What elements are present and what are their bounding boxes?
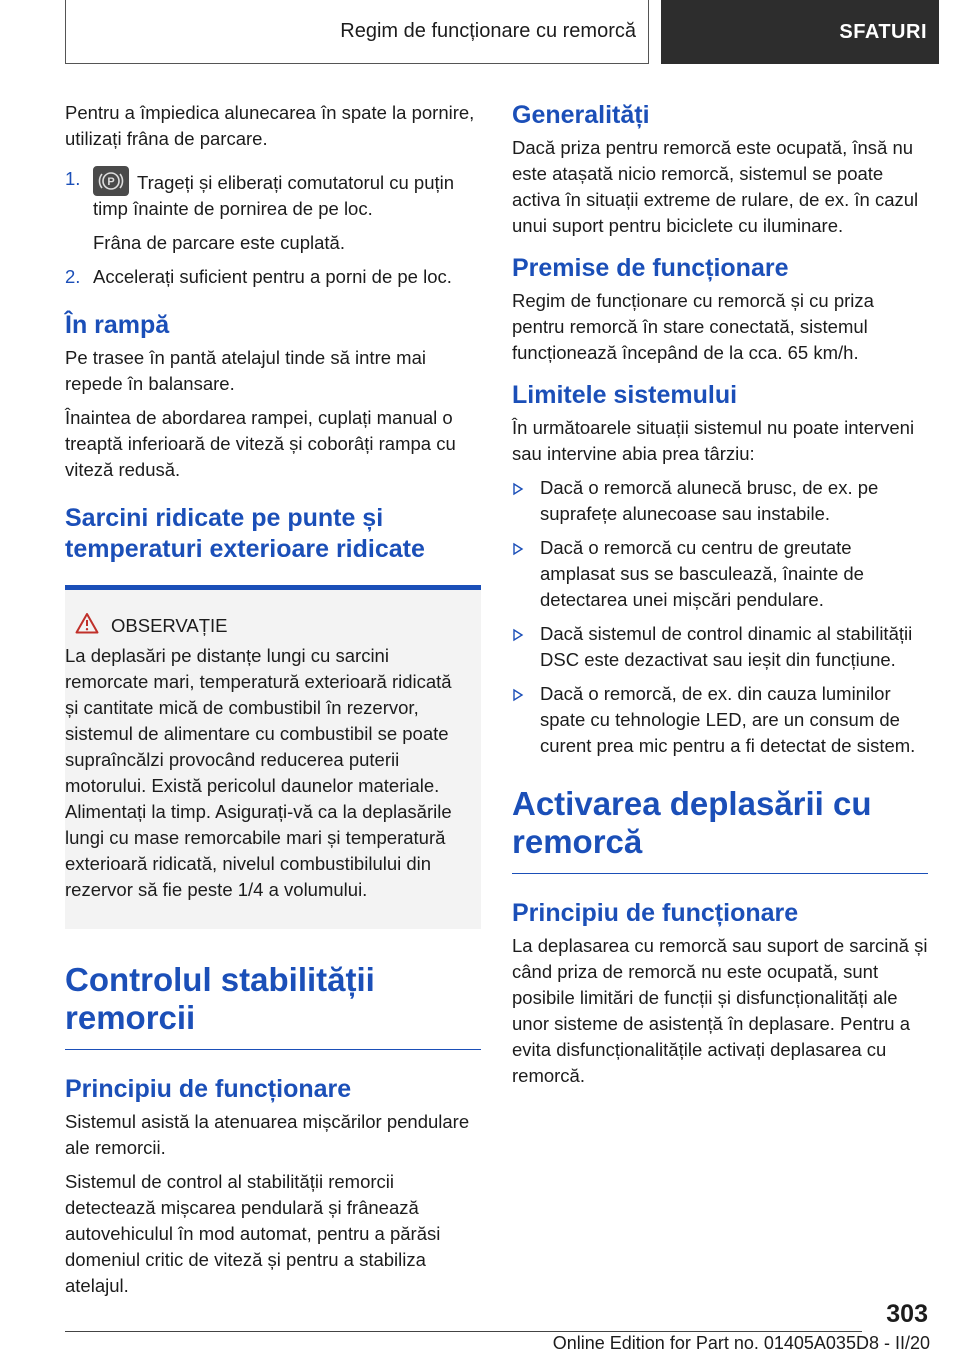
ramp-text-1: Pe trasee în pantă atelajul tinde să intre mai repede în balansare.: [65, 347, 426, 394]
premises-text: Regim de funcționare cu remorcă și cu priza pentru remorcă în stare conectată, sistemul funcționează începând de la cca. 65 km/h.: [512, 290, 874, 363]
footer-divider: [65, 1331, 862, 1332]
ramp-heading: În rampă: [65, 311, 170, 339]
warning-box: [65, 585, 481, 929]
limits-list: [512, 475, 928, 759]
warning-triangle-icon: [75, 612, 99, 639]
triangle-right-icon: [512, 621, 540, 673]
header-chapter-box: [661, 0, 939, 64]
step-1-result: Frâna de parcare este cuplată.: [93, 232, 345, 253]
parking-brake-icon: [93, 166, 129, 196]
loads-heading: Sarcini ridicate pe punte și temperaturi exterioare ridicate: [65, 504, 425, 563]
general-heading: Generalități: [512, 101, 650, 129]
list-item: Dacă o remorcă, de ex. din cauza luminilor spate cu tehnologie LED, are un consum de curent prea mic pentru a fi detectat de sistem.: [512, 681, 928, 759]
intro-text: Pentru a împiedica alunecarea în spate la pornire, utilizați frâna de parcare.: [65, 102, 475, 149]
general-text: Dacă priza pentru remorcă este ocupată, însă nu este atașată nicio remorcă, sistemul se poate activa în situații extreme de rulare, de ex. în cazul unui suport pentru biciclete cu iluminare.: [512, 137, 919, 236]
principle-text-2: Sistemul de control al stabilității remorcii detectează mișcarea pendulară și frânează autovehiculul în mod automat, pentru a părăsi domeniul critic de viteză și pentru a stabiliza atelajul.: [65, 1171, 441, 1296]
step-1-text: Trageți și eliberați comutatorul cu puțin timp înainte de pornirea de pe loc.: [93, 172, 455, 219]
footer-edition: Online Edition for Part no. 01405A035D8 - II/20: [552, 1333, 930, 1353]
step-2-text: Accelerați suficient pentru a porni de pe loc.: [93, 266, 452, 287]
list-item: Dacă o remorcă cu centru de greutate amplasat sus se basculează, înainte de detectarea unei mișcări pendulare.: [512, 535, 928, 613]
activation-principle-text: La deplasarea cu remorcă sau suport de sarcină și când priza de remorcă nu este ocupată, sunt posibile limitări de funcții și disfuncționalități ale unor sisteme de asistență în deplasare. Pentru a evita disfuncționalitățile activați deplasarea cu remorcă.: [512, 935, 928, 1086]
warning-text-1: La deplasări pe distanțe lungi cu sarcini remorcate mari, temperatură exterioară ridicată și cantitate mică de combustibil în rezervor, sistemul de alimentare cu combustibil se poate supraîncălzi provocând reducerea puterii motorului. Există pericolul daunelor materiale.: [65, 645, 452, 796]
svg-text:P: P: [107, 176, 115, 188]
warning-text-2: Alimentați la timp. Asigurați-vă ca la deplasările lungi cu mase remorcabile mari și temperatură exterioară ridicată, nivelul combustibilului din rezervor să fie peste 1/4 a volumului.: [65, 801, 452, 900]
triangle-right-icon: [512, 681, 540, 759]
step-number: 2.: [65, 266, 81, 287]
header-section-box: [65, 0, 649, 64]
premises-heading: Premise de funcționare: [512, 254, 789, 282]
step-1: [65, 166, 481, 222]
principle-heading: Principiu de funcționare: [65, 1075, 352, 1103]
limits-text: În următoarele situații sistemul nu poate interveni sau intervine abia prea târziu:: [512, 417, 915, 464]
step-2: [65, 264, 481, 290]
page-number: 303: [886, 1300, 928, 1328]
principle-text-1: Sistemul asistă la atenuarea mișcărilor pendulare ale remorcii.: [65, 1111, 470, 1158]
ramp-text-2: Înaintea de abordarea rampei, cuplați manual o treaptă inferioară de viteză și coborâți rampa cu viteză redusă.: [65, 407, 456, 480]
activation-principle-heading: Principiu de funcționare: [512, 899, 799, 927]
warning-label: OBSERVAȚIE: [111, 614, 228, 636]
header-section-title: Regim de funcționare cu remorcă: [340, 20, 636, 42]
activation-heading: Activarea deplasării cu remorcă: [512, 785, 872, 860]
left-column: [65, 100, 481, 1307]
list-item: Dacă o remorcă alunecă brusc, de ex. pe suprafețe alunecoase sau instabile.: [512, 475, 928, 527]
warning-header: [75, 612, 467, 639]
stability-heading: Controlul stabilității remorcii: [65, 961, 375, 1036]
header-chapter: SFATURI: [839, 20, 927, 43]
right-column: [512, 100, 928, 1097]
limits-heading: Limitele sistemului: [512, 381, 738, 409]
step-number: 1.: [65, 168, 81, 189]
triangle-right-icon: [512, 535, 540, 613]
triangle-right-icon: [512, 475, 540, 527]
list-item: Dacă sistemul de control dinamic al stabilității DSC este dezactivat sau ieșit din funcțiune.: [512, 621, 928, 673]
